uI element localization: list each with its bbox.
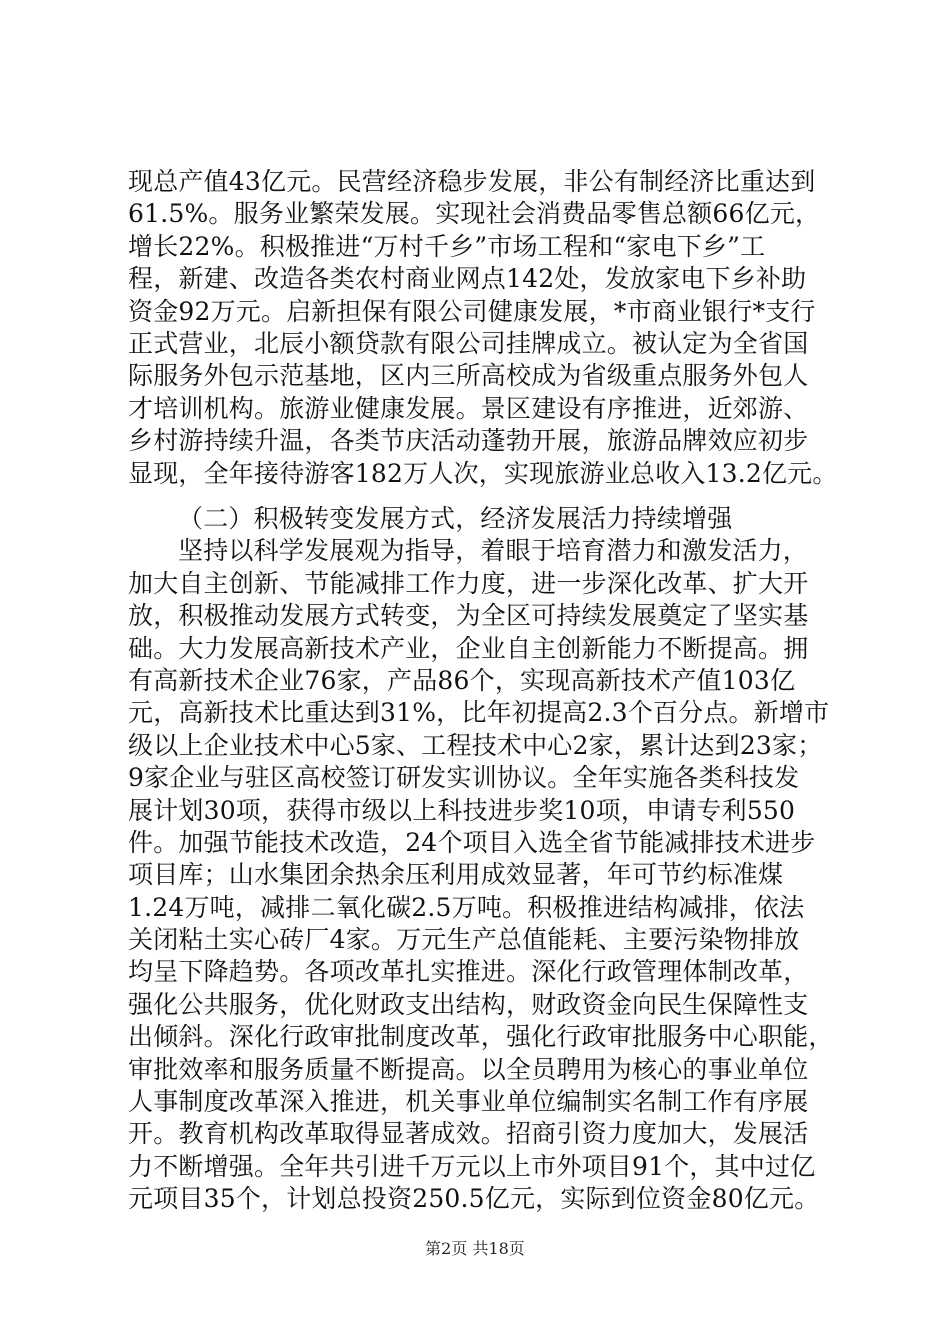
text-line: 9家企业与驻区高校签订研发实训协议。全年实施各类科技发 bbox=[128, 763, 800, 793]
section-heading: （二）积极转变发展方式，经济发展活力持续增强 bbox=[178, 504, 733, 533]
text-line: 元，高新技术比重达到31%，比年初提高2.3个百分点。新增市 bbox=[128, 698, 830, 728]
text-line: 均呈下降趋势。各项改革扎实推进。深化行政管理体制改革， bbox=[128, 957, 809, 987]
text-line: 元项目35个，计划总投资250.5亿元，实际到位资金80亿元。 bbox=[128, 1184, 820, 1214]
paragraph-services bbox=[128, 166, 838, 490]
text-line: 有高新技术企业76家，产品86个，实现高新技术产值103亿 bbox=[128, 665, 796, 695]
text-line: 乡村游持续升温，各类节庆活动蓬勃开展，旅游品牌效应初步 bbox=[128, 426, 809, 456]
text-line: 项目库；山水集团余热余压利用成效显著，年可节约标准煤 bbox=[128, 860, 784, 890]
text-line: 增长22%。积极推进“万村千乡”市场工程和“家电下乡”工 bbox=[128, 231, 766, 261]
text-line: 1.24万吨，减排二氧化碳2.5万吨。积极推进结构减排，依法 bbox=[128, 892, 805, 922]
text-line: 件。加强节能技术改造，24个项目入选全省节能减排技术进步 bbox=[128, 827, 816, 857]
text-line: 正式营业，北辰小额贷款有限公司挂牌成立。被认定为全省国 bbox=[128, 328, 809, 358]
text-line: 力不断增强。全年共引进千万元以上市外项目91个，其中过亿 bbox=[128, 1151, 816, 1181]
text-line: 展计划30项，获得市级以上科技进步奖10项，申请专利550 bbox=[128, 795, 796, 825]
text-line: 加大自主创新、节能减排工作力度，进一步深化改革、扩大开 bbox=[128, 568, 809, 598]
text-line: 资金92万元。启新担保有限公司健康发展，*市商业银行*支行 bbox=[128, 296, 816, 326]
section-two bbox=[128, 503, 834, 1216]
text-line: 显现，全年接待游客182万人次，实现旅游业总收入13.2亿元。 bbox=[128, 458, 838, 488]
text-line: 审批效率和服务质量不断提高。以全员聘用为核心的事业单位 bbox=[128, 1054, 809, 1084]
text-line: 61.5%。服务业繁荣发展。实现社会消费品零售总额66亿元， bbox=[128, 199, 821, 229]
text-line: 程，新建、改造各类农村商业网点142处，发放家电下乡补助 bbox=[128, 264, 807, 294]
text-line: 才培训机构。旅游业健康发展。景区建设有序推进，近郊游、 bbox=[128, 393, 809, 423]
text-line: 坚持以科学发展观为指导，着眼于培育潜力和激发活力， bbox=[178, 536, 809, 566]
text-line: 强化公共服务，优化财政支出结构，财政资金向民生保障性支 bbox=[128, 989, 809, 1019]
text-line: 现总产值43亿元。民营经济稳步发展，非公有制经济比重达到 bbox=[128, 167, 816, 196]
text-line: 人事制度改革深入推进，机关事业单位编制实名制工作有序展 bbox=[128, 1087, 809, 1117]
text-line: 关闭粘土实心砖厂4家。万元生产总值能耗、主要污染物排放 bbox=[128, 925, 800, 955]
text-line: 放，积极推动发展方式转变，为全区可持续发展奠定了坚实基 bbox=[128, 601, 809, 631]
text-line: 级以上企业技术中心5家、工程技术中心2家，累计达到23家； bbox=[128, 730, 823, 760]
text-line: 出倾斜。深化行政审批制度改革，强化行政审批服务中心职能， bbox=[128, 1022, 834, 1052]
text-line: 础。大力发展高新技术产业，企业自主创新能力不断提高。拥 bbox=[128, 633, 809, 663]
page-number-footer: 第2页 共18页 bbox=[425, 1239, 525, 1258]
text-line: 开。教育机构改革取得显著成效。招商引资力度加大，发展活 bbox=[128, 1119, 809, 1149]
text-line: 际服务外包示范基地，区内三所高校成为省级重点服务外包人 bbox=[128, 361, 809, 391]
